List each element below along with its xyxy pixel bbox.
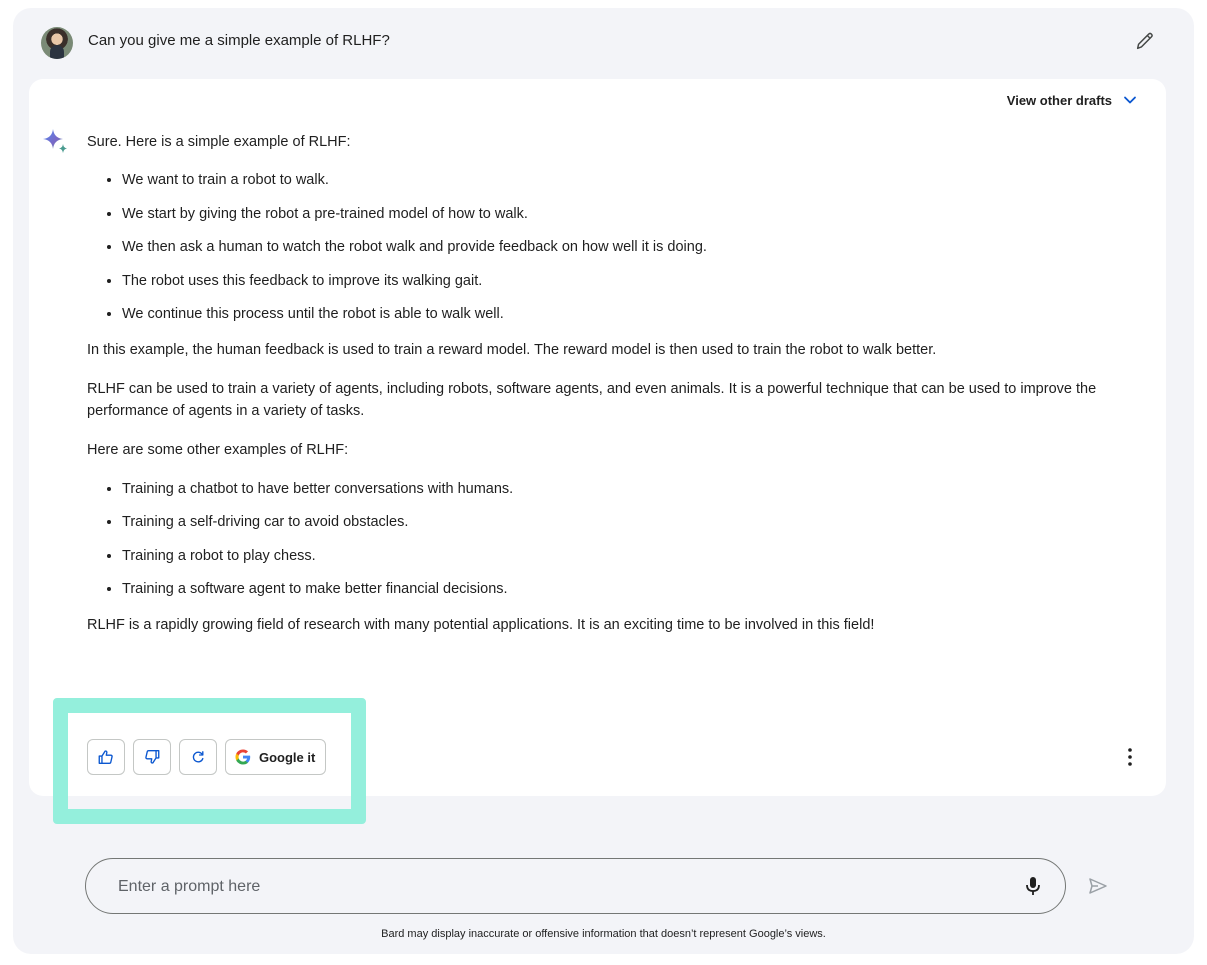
response-paragraph: RLHF is a rapidly growing field of research with many potential applications. It is an exciting time to be involved in this field! (87, 616, 875, 633)
user-prompt-text: Can you give me a simple example of RLHF? (88, 32, 390, 49)
chat-panel (13, 8, 1194, 954)
sparkle-icon (41, 127, 71, 157)
list-item: • Training a software agent to make better financial decisions. (122, 578, 1147, 612)
thumbs-down-button[interactable] (133, 739, 171, 775)
view-other-drafts-label: View other drafts (1006, 92, 1112, 108)
edit-icon[interactable] (1134, 30, 1156, 52)
other-examples-list (87, 478, 1147, 612)
google-g-icon (234, 748, 252, 766)
mic-icon[interactable] (1021, 874, 1045, 898)
regenerate-button[interactable] (179, 739, 217, 775)
prompt-input[interactable] (116, 859, 1000, 915)
list-item: • The robot uses this feedback to improve its walking gait. (122, 270, 1147, 304)
thumbs-up-button[interactable] (87, 739, 125, 775)
list-item: • We continue this process until the robot is able to walk well. (122, 303, 1147, 337)
google-it-button[interactable] (225, 739, 326, 775)
response-intro: Sure. Here is a simple example of RLHF: (87, 134, 351, 150)
regenerate-icon (190, 749, 206, 765)
list-item: • Training a self-driving car to avoid obstacles. (122, 511, 1147, 545)
list-item: • We then ask a human to watch the robot walk and provide feedback on how well it is doing. (122, 236, 1147, 270)
user-avatar (41, 27, 73, 59)
response-paragraph: In this example, the human feedback is used to train a reward model. The reward model is then used to train the robot to walk better. (87, 341, 937, 358)
response-paragraph: RLHF can be used to train a variety of agents, including robots, software agents, and even animals. It is a powerful technique that can be used to improve the performance of agents in a variety of tasks. (87, 380, 1097, 419)
example-steps-list (87, 169, 1147, 337)
response-actions (87, 739, 326, 775)
list-item: • We want to train a robot to walk. (122, 169, 1147, 203)
response-card (29, 79, 1166, 796)
response-content (87, 131, 1147, 636)
google-it-label: Google it (259, 749, 316, 765)
disclaimer-text: Bard may display inaccurate or offensive information that doesn’t represent Google’s views. (381, 928, 826, 940)
user-prompt-row (13, 8, 1194, 76)
list-item: • We start by giving the robot a pre-trained model of how to walk. (122, 203, 1147, 237)
chevron-down-icon (1122, 92, 1138, 108)
prompt-input-container (85, 858, 1066, 914)
send-icon[interactable] (1086, 874, 1110, 898)
view-other-drafts-button[interactable] (1007, 92, 1138, 108)
response-paragraph: Here are some other examples of RLHF: (87, 441, 349, 458)
list-item: • Training a robot to play chess. (122, 545, 1147, 579)
thumbs-up-icon (97, 748, 115, 766)
thumbs-down-icon (143, 748, 161, 766)
list-item: • Training a chatbot to have better conversations with humans. (122, 478, 1147, 512)
more-vert-icon[interactable] (1120, 746, 1140, 768)
